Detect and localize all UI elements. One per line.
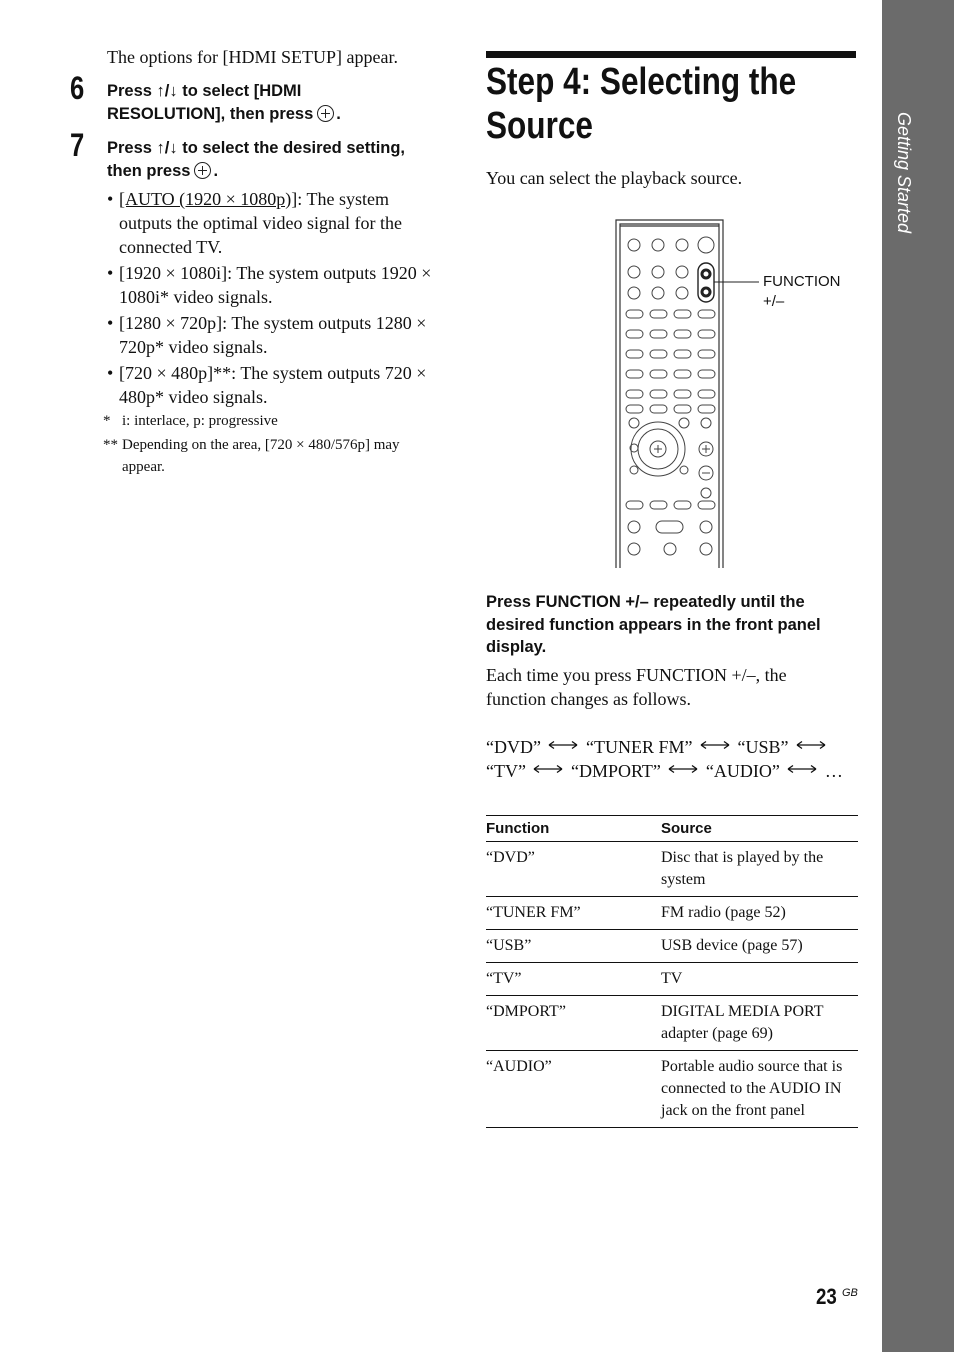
table-cell-source: USB device (page 57): [661, 930, 858, 963]
table-cell-source: Disc that is played by the system: [661, 842, 858, 897]
resolution-option-480p: • [720 × 480p]**: The system outputs 720 × 480p* video signals.: [107, 361, 443, 409]
resolution-option-1080i: • [1920 × 1080i]: The system outputs 1920 × 1080i* video signals.: [107, 261, 443, 309]
footnote-2-text: Depending on the area, [720 × 480/576p] may appear.: [122, 437, 400, 475]
step-7-line-1: Press ↑/↓ to select the desired setting,: [107, 139, 406, 157]
table-header-row: [486, 816, 858, 842]
function-source-table: [486, 815, 858, 1128]
sequence-item: “TUNER FM”: [585, 737, 693, 757]
step-6-line-2: [107, 103, 447, 126]
function-sequence-row-1: [486, 735, 829, 759]
table-cell-function: “AUDIO”: [486, 1051, 661, 1128]
resolution-option-720p: • [1280 × 720p]: The system outputs 1280 × 720p* video signals.: [107, 311, 443, 359]
table-row: [486, 1051, 858, 1128]
table-cell-function: “DMPORT”: [486, 996, 661, 1051]
table-cell-function: “TUNER FM”: [486, 897, 661, 930]
sequence-item: “DVD”: [486, 737, 541, 757]
step-7-period: .: [213, 162, 219, 180]
footnote-2: [103, 434, 443, 478]
section-heading-line-1: Step 4: Selecting the: [486, 61, 797, 103]
function-change-note: Each time you press FUNCTION +/–, the function changes as follows.: [486, 665, 787, 709]
step-6-text: [107, 80, 447, 126]
table-cell-function: “DVD”: [486, 842, 661, 897]
step-6-number: 6: [70, 70, 85, 106]
footnote-1-text: i: interlace, p: progressive: [122, 413, 278, 429]
double-arrow-icon: [796, 740, 826, 750]
double-arrow-icon: [548, 740, 578, 750]
sequence-ellipsis: …: [824, 761, 843, 781]
page-number: 23: [816, 1284, 837, 1309]
step-6-line-2-text: RESOLUTION], then press: [107, 105, 314, 123]
function-callout-line-1: FUNCTION: [763, 273, 841, 290]
default-option-label: [AUTO (1920 × 1080p)]: [119, 189, 298, 209]
double-arrow-icon: [787, 764, 817, 774]
heading-rule: [486, 51, 856, 58]
option-description: : The system outputs the optimal video signal for the connected TV.: [119, 189, 402, 257]
table-cell-function: “USB”: [486, 930, 661, 963]
double-arrow-icon: [700, 740, 730, 750]
step-7-line-2-text: then press: [107, 162, 191, 180]
column-header-function: Function: [486, 816, 661, 842]
table-cell-source: FM radio (page 52): [661, 897, 858, 930]
section-intro: You can select the playback source.: [486, 168, 743, 188]
remote-control-illustration: [612, 216, 857, 570]
sequence-item: “AUDIO”: [705, 761, 780, 781]
hdmi-setup-intro: The options for [HDMI SETUP] appear.: [107, 47, 398, 67]
double-arrow-icon: [668, 764, 698, 774]
function-instruction: Press FUNCTION +/– repeatedly until the desired function appears in the front panel display.: [486, 593, 821, 656]
step-7-line-2: [107, 160, 452, 183]
table-cell-function: “TV”: [486, 963, 661, 996]
section-heading: [486, 60, 884, 148]
step-7-number: 7: [70, 127, 85, 163]
step-6-period: .: [336, 105, 341, 123]
table-cell-source: Portable audio source that is connected to the AUDIO IN jack on the front panel: [661, 1051, 858, 1128]
table-cell-source: DIGITAL MEDIA PORT adapter (page 69): [661, 996, 858, 1051]
resolution-options-list: [107, 187, 443, 411]
table-row: [486, 930, 858, 963]
sequence-item: “DMPORT”: [570, 761, 661, 781]
enter-button-icon: [317, 105, 334, 122]
function-sequence-row-2: [486, 759, 843, 783]
table-row: [486, 897, 858, 930]
side-tab-label: Getting Started: [894, 112, 914, 234]
table-cell-source: TV: [661, 963, 858, 996]
footnote-1: [103, 410, 443, 432]
section-heading-line-2: Source: [486, 105, 593, 147]
column-header-source: Source: [661, 816, 858, 842]
step-6-line-1: Press ↑/↓ to select [HDMI: [107, 82, 302, 100]
table-row: [486, 996, 858, 1051]
function-callout-label: [763, 272, 841, 312]
step-7-text: [107, 137, 452, 183]
function-button-highlight: [698, 263, 714, 302]
table-row: [486, 963, 858, 996]
sequence-item: “TV”: [486, 761, 526, 781]
footnote-2-mark: **: [103, 437, 118, 453]
double-arrow-icon: [533, 764, 563, 774]
sequence-item: “USB”: [737, 737, 789, 757]
resolution-option-auto: [107, 187, 443, 259]
function-callout-line-2: +/–: [763, 293, 785, 310]
enter-button-icon: [194, 162, 211, 179]
page-number-suffix: GB: [842, 1287, 858, 1299]
table-row: [486, 842, 858, 897]
footnote-1-mark: *: [103, 413, 111, 429]
